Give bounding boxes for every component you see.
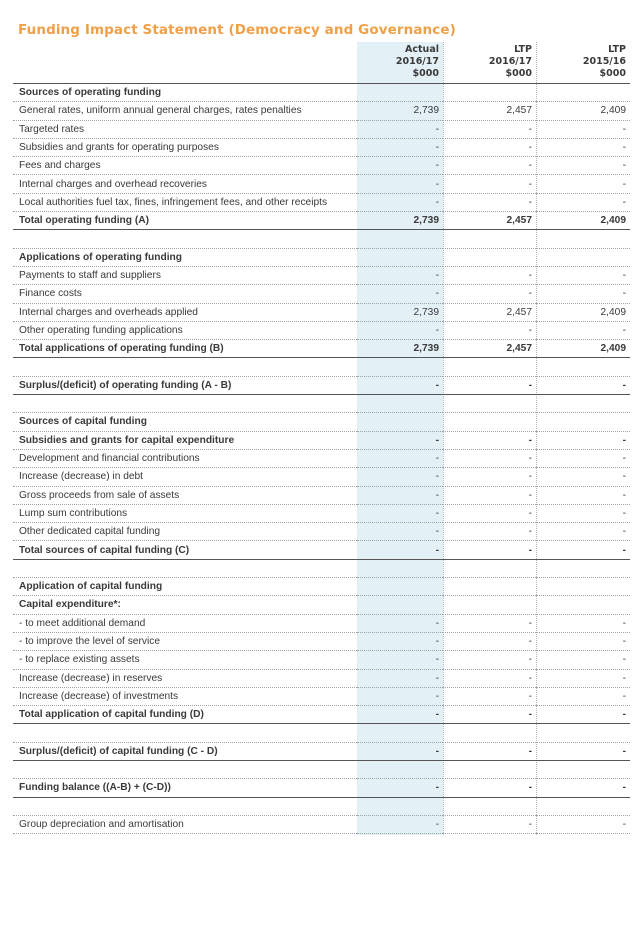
row-label: Surplus/(deficit) of capital funding (C - D) [13, 742, 357, 760]
spacer-row [13, 760, 630, 778]
row-value: - [536, 285, 630, 303]
table-row [13, 779, 630, 797]
row-value: - [357, 687, 443, 705]
row-label: Local authorities fuel tax, fines, infringement fees, and other receipts [13, 193, 357, 211]
table-row [13, 687, 630, 705]
row-label: Capital expenditure*: [13, 596, 357, 614]
row-label [13, 230, 357, 248]
row-value: - [357, 486, 443, 504]
row-value: - [536, 669, 630, 687]
row-value [443, 760, 536, 778]
header-line: $000 [505, 68, 532, 79]
row-label: Sources of operating funding [13, 84, 357, 102]
row-label: Other dedicated capital funding [13, 523, 357, 541]
table-row [13, 596, 630, 614]
row-value: - [357, 504, 443, 522]
row-value: - [536, 541, 630, 559]
table-row [13, 212, 630, 230]
table-row [13, 175, 630, 193]
row-label: General rates, uniform annual general charges, rates penalties [13, 102, 357, 120]
row-value [357, 797, 443, 815]
row-value: - [536, 376, 630, 394]
row-value [357, 395, 443, 413]
table-row [13, 431, 630, 449]
row-value: - [443, 504, 536, 522]
row-value: - [443, 669, 536, 687]
row-value [536, 596, 630, 614]
row-value: - [536, 523, 630, 541]
table-row [13, 651, 630, 669]
column-header-ltp-2016-17 [443, 42, 536, 84]
header-line: LTP [514, 44, 532, 55]
row-label: Total operating funding (A) [13, 212, 357, 230]
header-line: $000 [599, 68, 626, 79]
row-value: - [443, 321, 536, 339]
row-label: Targeted rates [13, 120, 357, 138]
row-value: 2,457 [443, 340, 536, 358]
row-value: - [443, 376, 536, 394]
row-value [536, 413, 630, 431]
row-label: Surplus/(deficit) of operating funding (A - B) [13, 376, 357, 394]
table-row [13, 449, 630, 467]
row-value: - [536, 120, 630, 138]
header-line: Actual [405, 44, 439, 55]
row-value: - [357, 321, 443, 339]
row-value: - [443, 486, 536, 504]
row-value [443, 596, 536, 614]
table-row [13, 376, 630, 394]
row-label: Applications of operating funding [13, 248, 357, 266]
row-value: - [357, 175, 443, 193]
row-value: - [536, 651, 630, 669]
row-value [536, 84, 630, 102]
row-value: - [357, 632, 443, 650]
table-row [13, 486, 630, 504]
row-value: - [536, 431, 630, 449]
row-label: Total application of capital funding (D) [13, 706, 357, 724]
row-label: - to improve the level of service [13, 632, 357, 650]
spacer-row [13, 797, 630, 815]
table-row [13, 303, 630, 321]
row-value: - [443, 614, 536, 632]
row-label: Group depreciation and amortisation [13, 815, 357, 833]
row-label: Other operating funding applications [13, 321, 357, 339]
row-value [357, 358, 443, 376]
row-value: - [443, 285, 536, 303]
row-value [443, 248, 536, 266]
row-value: - [536, 706, 630, 724]
row-value: - [357, 706, 443, 724]
row-value [357, 413, 443, 431]
header-line: LTP [608, 44, 626, 55]
table-row [13, 193, 630, 211]
row-value: 2,739 [357, 340, 443, 358]
row-value: - [357, 651, 443, 669]
row-label: Internal charges and overhead recoveries [13, 175, 357, 193]
header-line: 2016/17 [395, 56, 439, 67]
row-value: - [443, 175, 536, 193]
row-value: - [357, 193, 443, 211]
header-line: 2016/17 [488, 56, 532, 67]
row-value [536, 797, 630, 815]
spacer-row [13, 395, 630, 413]
row-value: - [443, 120, 536, 138]
spacer-row [13, 230, 630, 248]
row-value [443, 395, 536, 413]
table-row [13, 413, 630, 431]
spacer-row [13, 724, 630, 742]
row-value: - [357, 120, 443, 138]
page-title: Funding Impact Statement (Democracy and Governance) [18, 22, 456, 38]
row-value [357, 760, 443, 778]
row-label: Increase (decrease) in debt [13, 468, 357, 486]
row-value: - [443, 449, 536, 467]
row-value: - [443, 779, 536, 797]
row-label: Payments to staff and suppliers [13, 266, 357, 284]
row-value: - [536, 175, 630, 193]
row-value [536, 559, 630, 577]
row-value: - [536, 742, 630, 760]
row-label: Subsidies and grants for operating purposes [13, 138, 357, 156]
table-row [13, 742, 630, 760]
row-value: - [536, 687, 630, 705]
row-value: - [443, 815, 536, 833]
header-line: 2015/16 [582, 56, 626, 67]
row-label: Funding balance ((A-B) + (C-D)) [13, 779, 357, 797]
row-label: Total applications of operating funding (B) [13, 340, 357, 358]
table-row [13, 632, 630, 650]
row-value: - [443, 468, 536, 486]
row-value: - [357, 541, 443, 559]
row-label [13, 760, 357, 778]
row-value: - [357, 523, 443, 541]
row-label: Increase (decrease) in reserves [13, 669, 357, 687]
row-label: Lump sum contributions [13, 504, 357, 522]
row-value: - [357, 742, 443, 760]
row-label: Finance costs [13, 285, 357, 303]
row-value: - [357, 376, 443, 394]
row-value: - [536, 157, 630, 175]
row-value: 2,409 [536, 212, 630, 230]
label-column-header [13, 42, 357, 84]
row-value [357, 596, 443, 614]
row-label: - to replace existing assets [13, 651, 357, 669]
row-label [13, 395, 357, 413]
row-value: - [357, 468, 443, 486]
row-value [357, 578, 443, 596]
row-value [443, 578, 536, 596]
row-value [357, 724, 443, 742]
row-value: - [536, 468, 630, 486]
row-value [536, 230, 630, 248]
row-value: 2,739 [357, 102, 443, 120]
row-value: - [357, 779, 443, 797]
row-value [357, 230, 443, 248]
table-row [13, 504, 630, 522]
row-value: - [536, 779, 630, 797]
row-value [536, 248, 630, 266]
table-row [13, 248, 630, 266]
table-row [13, 614, 630, 632]
row-label: Fees and charges [13, 157, 357, 175]
row-value [443, 724, 536, 742]
row-value: 2,739 [357, 212, 443, 230]
row-value [536, 395, 630, 413]
row-value: - [443, 193, 536, 211]
funding-impact-table [13, 42, 630, 834]
row-value: - [443, 157, 536, 175]
row-value: - [536, 266, 630, 284]
table-row [13, 285, 630, 303]
row-value: - [443, 706, 536, 724]
column-header-actual-2016-17 [357, 42, 443, 84]
table-row [13, 321, 630, 339]
row-label [13, 559, 357, 577]
row-label: Sources of capital funding [13, 413, 357, 431]
table-row [13, 102, 630, 120]
row-value: 2,457 [443, 102, 536, 120]
row-value: - [443, 523, 536, 541]
row-value [357, 84, 443, 102]
header-line: $000 [412, 68, 439, 79]
row-value: - [443, 138, 536, 156]
row-value [443, 413, 536, 431]
row-label: Subsidies and grants for capital expenditure [13, 431, 357, 449]
row-value: - [536, 486, 630, 504]
row-label: - to meet additional demand [13, 614, 357, 632]
row-value: 2,409 [536, 340, 630, 358]
row-value: - [357, 266, 443, 284]
table-row [13, 157, 630, 175]
row-value [443, 84, 536, 102]
row-value: - [357, 815, 443, 833]
row-value [536, 760, 630, 778]
row-value: - [443, 266, 536, 284]
row-value: - [357, 157, 443, 175]
spacer-row [13, 559, 630, 577]
row-value: - [536, 321, 630, 339]
row-value: 2,739 [357, 303, 443, 321]
row-value: - [357, 614, 443, 632]
row-value: - [357, 285, 443, 303]
table-row [13, 138, 630, 156]
table-row [13, 120, 630, 138]
row-value: - [443, 651, 536, 669]
row-value: 2,457 [443, 212, 536, 230]
row-label: Gross proceeds from sale of assets [13, 486, 357, 504]
row-value: - [357, 669, 443, 687]
row-value [536, 578, 630, 596]
table-row [13, 523, 630, 541]
table-row [13, 468, 630, 486]
table-row [13, 340, 630, 358]
row-label [13, 797, 357, 815]
row-value [443, 559, 536, 577]
row-label: Application of capital funding [13, 578, 357, 596]
row-label: Development and financial contributions [13, 449, 357, 467]
table-row [13, 266, 630, 284]
row-value: - [536, 138, 630, 156]
row-value: - [443, 541, 536, 559]
row-value: - [357, 449, 443, 467]
row-value: 2,457 [443, 303, 536, 321]
row-value: 2,409 [536, 102, 630, 120]
row-label: Internal charges and overheads applied [13, 303, 357, 321]
row-value: - [357, 431, 443, 449]
row-value [443, 358, 536, 376]
table-header-row [13, 42, 630, 84]
row-value: - [536, 815, 630, 833]
row-value: - [536, 632, 630, 650]
row-value: - [536, 193, 630, 211]
table-body [13, 84, 630, 834]
row-value: - [536, 504, 630, 522]
row-value: - [536, 449, 630, 467]
table-row [13, 669, 630, 687]
table-row [13, 541, 630, 559]
row-label: Increase (decrease) of investments [13, 687, 357, 705]
column-header-ltp-2015-16 [536, 42, 630, 84]
row-label [13, 724, 357, 742]
row-value: - [443, 632, 536, 650]
row-label: Total sources of capital funding (C) [13, 541, 357, 559]
spacer-row [13, 358, 630, 376]
row-value [357, 248, 443, 266]
row-value [443, 797, 536, 815]
row-value: - [443, 742, 536, 760]
table-row [13, 578, 630, 596]
row-value: - [357, 138, 443, 156]
table-row [13, 706, 630, 724]
row-value [443, 230, 536, 248]
row-value: - [443, 431, 536, 449]
row-value [536, 358, 630, 376]
row-value [536, 724, 630, 742]
row-label [13, 358, 357, 376]
table-row [13, 84, 630, 102]
row-value: - [443, 687, 536, 705]
row-value: 2,409 [536, 303, 630, 321]
table-row [13, 815, 630, 833]
row-value [357, 559, 443, 577]
row-value: - [536, 614, 630, 632]
